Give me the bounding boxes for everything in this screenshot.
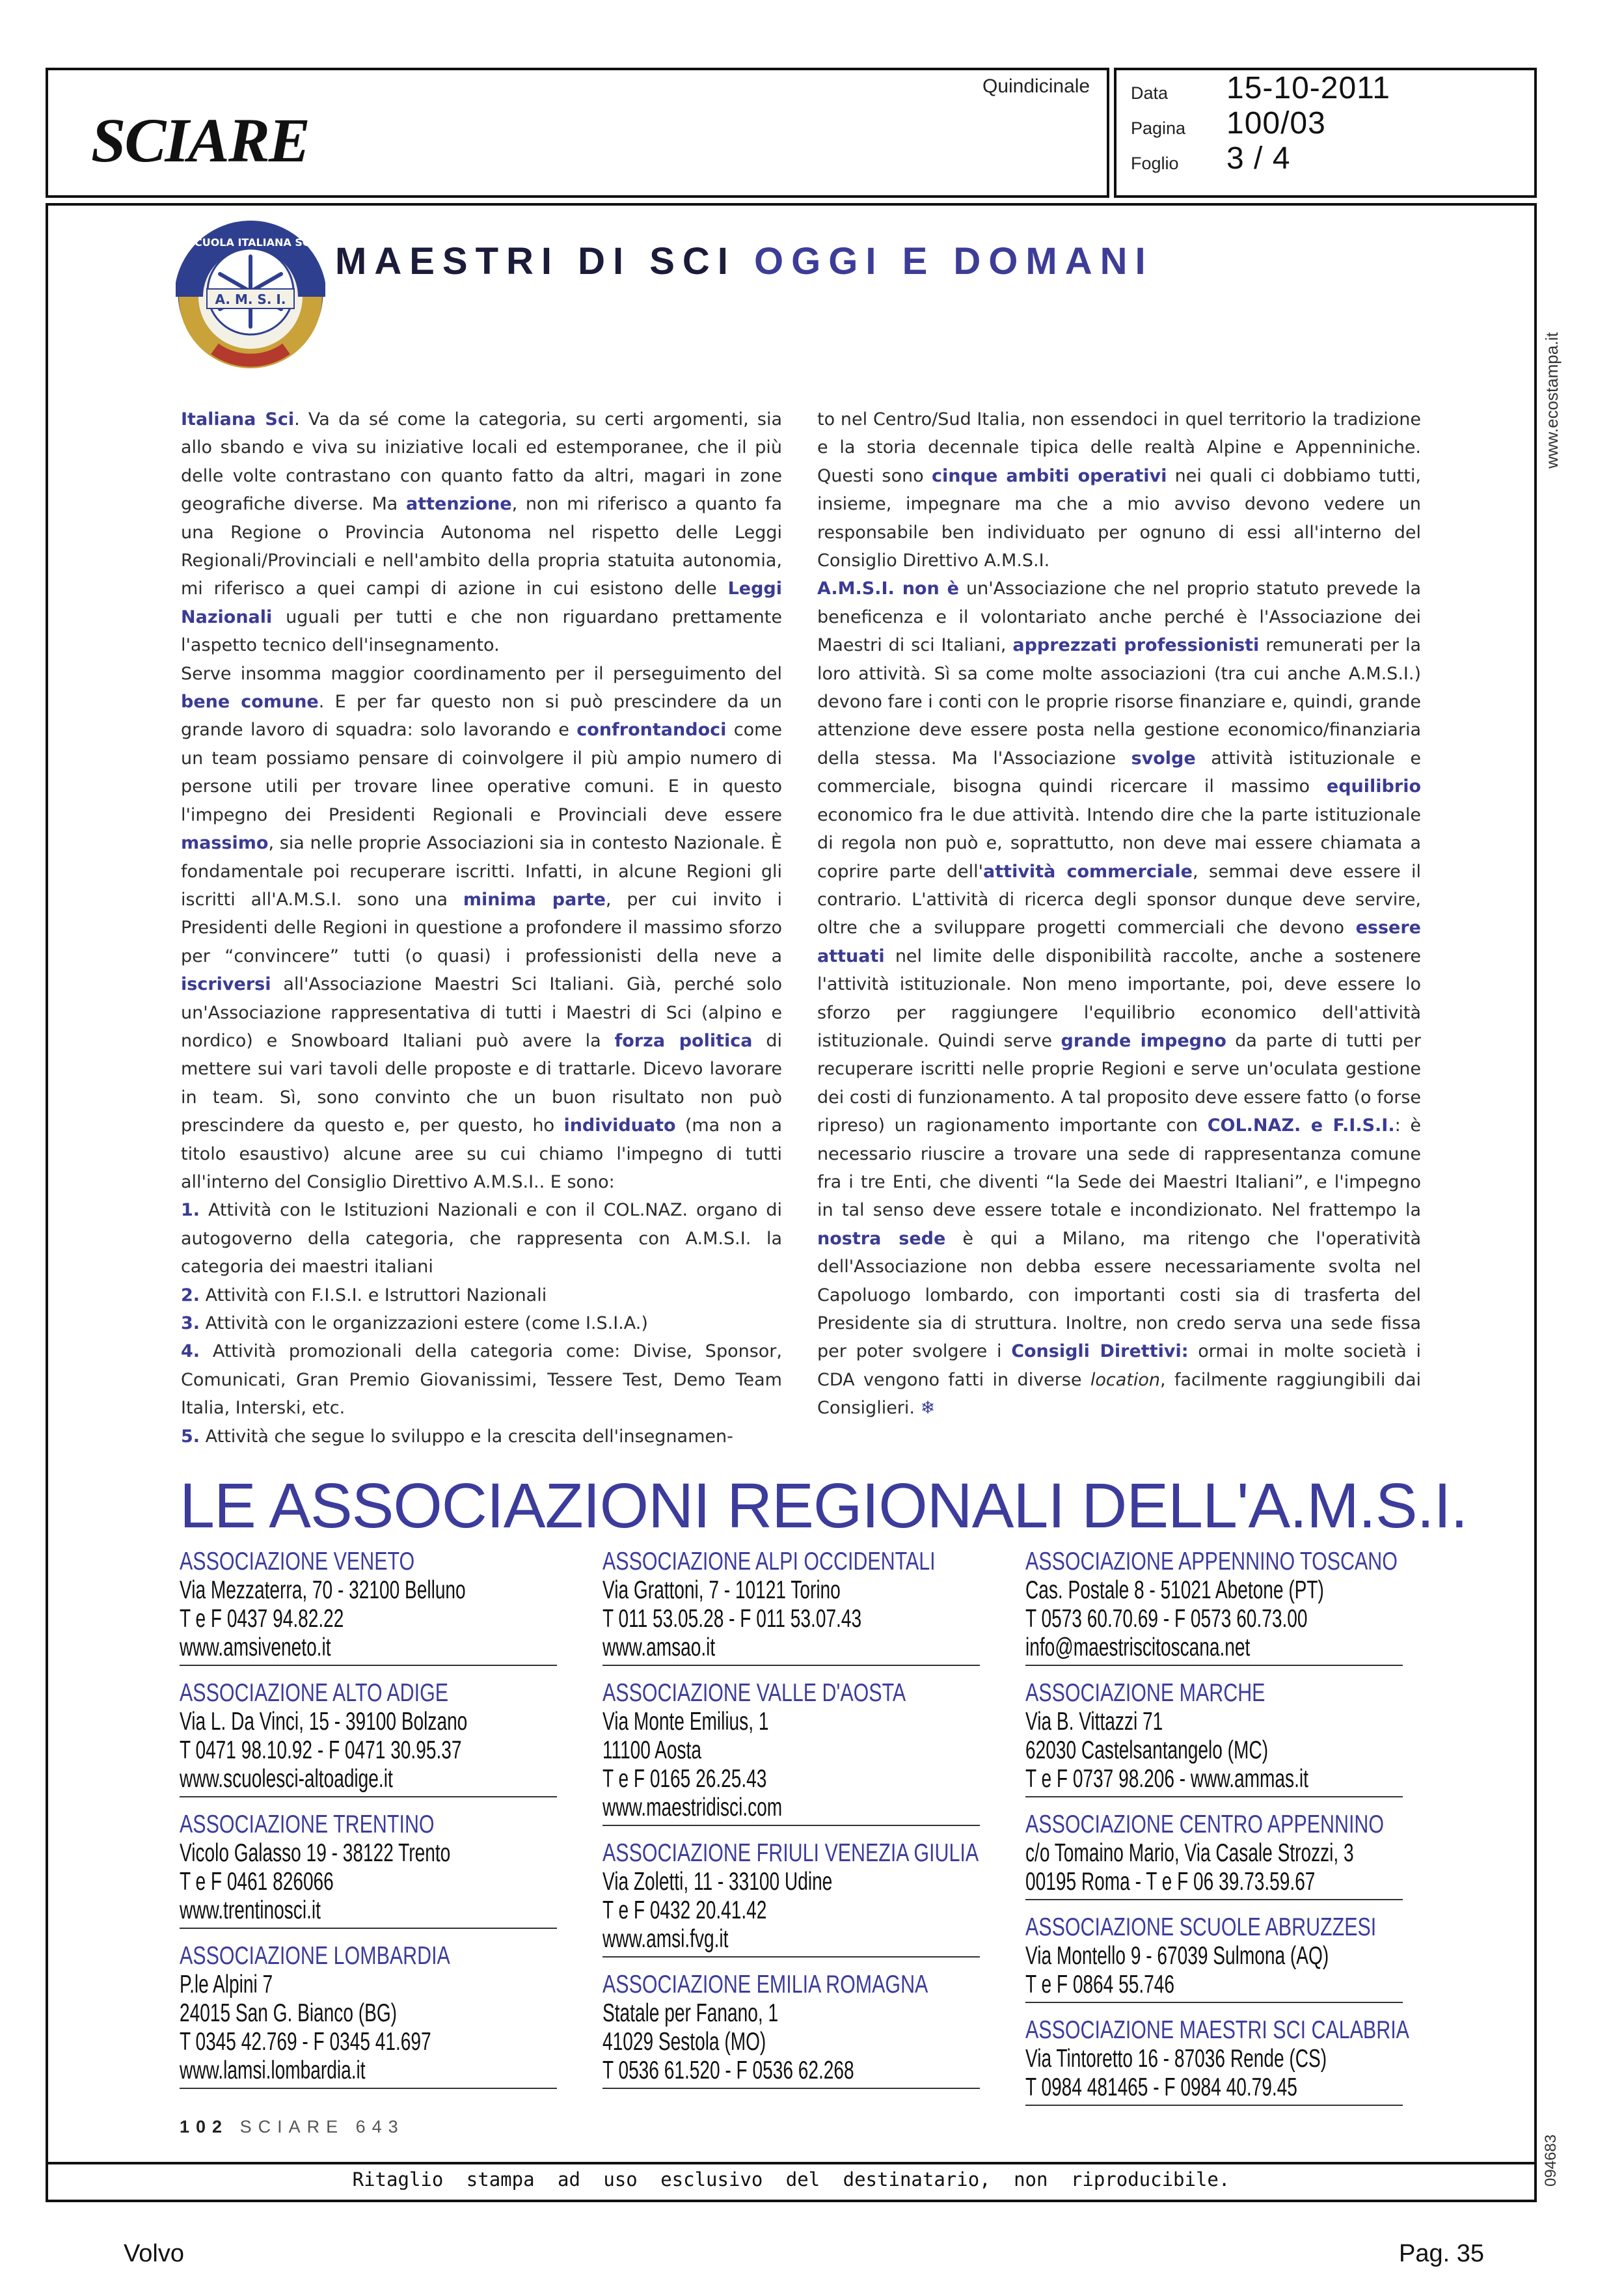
association-entry bbox=[180, 1679, 570, 1797]
association-entry bbox=[1025, 1679, 1416, 1797]
emblem-top-text: SCUOLA ITALIANA SCI bbox=[187, 236, 314, 249]
association-detail: T e F 0165 26.25.43 bbox=[602, 1765, 767, 1793]
association-entry bbox=[1025, 1913, 1416, 2003]
page-label: Pagina bbox=[1131, 118, 1186, 138]
association-detail: www.maestridisci.com bbox=[602, 1794, 783, 1822]
association-name: ASSOCIAZIONE APPENNINO TOSCANO bbox=[1025, 1548, 1398, 1576]
association-name: ASSOCIAZIONE LOMBARDIA bbox=[180, 1942, 450, 1970]
association-entry bbox=[602, 1971, 993, 2089]
association-entry bbox=[180, 1810, 570, 1929]
section-title bbox=[335, 239, 1154, 283]
association-detail: T 0345 42.769 - F 0345 41.697 bbox=[180, 2028, 431, 2056]
association-entry bbox=[602, 1679, 993, 1826]
association-detail: 41029 Sestola (MO) bbox=[602, 2028, 766, 2056]
association-detail: www.amsao.it bbox=[602, 1633, 716, 1661]
association-detail: Via Montello 9 - 67039 Sulmona (AQ) bbox=[1025, 1942, 1329, 1970]
association-detail: www.lamsi.lombardia.it bbox=[180, 2056, 366, 2084]
magazine-logo: SCIARE bbox=[91, 105, 309, 175]
entry-divider bbox=[602, 2088, 980, 2089]
association-detail: Via B. Vittazzi 71 bbox=[1025, 1708, 1163, 1736]
amsi-emblem-icon bbox=[176, 219, 325, 368]
associations-column-3 bbox=[1025, 1548, 1416, 2119]
association-detail: Via Tintoretto 16 - 87036 Rende (CS) bbox=[1025, 2045, 1327, 2073]
association-entry bbox=[180, 1548, 570, 1666]
page-value: 100/03 bbox=[1226, 106, 1326, 141]
magazine-issue: SCIARE 643 bbox=[239, 2117, 405, 2136]
entry-divider bbox=[602, 1956, 980, 1958]
association-detail: T 011 53.05.28 - F 011 53.07.43 bbox=[602, 1605, 862, 1633]
association-detail: Via Mezzaterra, 70 - 32100 Belluno bbox=[180, 1576, 466, 1604]
association-detail: 62030 Castelsantangelo (MC) bbox=[1025, 1736, 1269, 1764]
association-detail: Via Monte Emilius, 1 bbox=[602, 1708, 769, 1736]
section-title-blue: OGGI E DOMANI bbox=[754, 240, 1154, 282]
association-name: ASSOCIAZIONE MARCHE bbox=[1025, 1679, 1265, 1707]
association-detail: 24015 San G. Bianco (BG) bbox=[180, 1999, 398, 2027]
association-entry bbox=[1025, 1548, 1416, 1666]
entry-divider bbox=[1025, 1665, 1403, 1666]
association-detail: Via L. Da Vinci, 15 - 39100 Bolzano bbox=[180, 1708, 468, 1736]
section-title-dark: MAESTRI DI SCI bbox=[335, 240, 736, 282]
article-column-left: Italiana Sci. Va da sé come la categoria, su certi argomenti, sia allo sbando e viva su iniziative locali ed estemporanee, che il più delle volte contrastano con quanto fatto da altri, magari in zone geografiche diverse. Ma attenzione, non mi riferisco a quanto fa una Regione o Provincia Autonoma nel rispetto delle Leggi Regionali/Provinciali e nell'ambito della propria statuita autonomia, mi riferisco a quei campi di azione in cui esistono delle Leggi Nazionali uguali per tutti e che non riguardano prettamente l'aspetto tecnico dell'insegnamento. Serve insomma maggior coordinamento per il perseguimento del bene comune. E per far questo non si può prescindere da un grande lavoro di squadra: solo lavorando e confrontandoci come un team possiamo pensare di coinvolgere il più ampio numero di persone utili per trovare linee operative comuni. E in questo l'impegno dei Presidenti Regionali e Provinciali deve essere massimo, sia nelle proprie Associazioni sia in contesto Nazionale. È fondamentale poi recuperare iscritti. Infatti, in alcune Regioni gli iscritti all'A.M.S.I. sono una minima parte, per cui invito i Presidenti delle Regioni in questione a profondere il massimo sforzo per “convincere” tutti (o quasi) i professionisti della neve a iscriversi all'Associazione Maestri Sci Italiani. Già, perché solo un'Associazione rappresentativa di tutti i Maestri di Sci (alpino e nordico) e Snowboard Italiani può avere la forza politica di mettere sui vari tavoli delle proposte e di trattarle. Dicevo lavorare in team. Sì, sono convinto che un buon risultato non può prescindere da questo e, per questo, ho individuato (ma non a titolo esaustivo) alcune aree su cui chiamo l'impegno di tutti all'interno del Consiglio Direttivo A.M.S.I.. E sono: 1. Attività con le Istituzioni Nazionali e con il COL.NAZ. organo di autogoverno della categoria, che rappresenta con A.M.S.I. la categoria dei maestri italiani 2. Attività con F.I.S.I. e Istruttori Nazionali 3. Attività con le organizzazioni estere (come I.S.I.A.) 4. Attività promozionali della categoria come: Divise, Sponsor, Comunicati, Gran Premio Giovanissimi, Tessere Test, Demo Team Italia, Interski, etc. 5. Attività che segue lo sviluppo e la crescita dell'insegnamen- bbox=[181, 409, 783, 1447]
association-detail: info@maestriscitoscana.net bbox=[1025, 1633, 1251, 1661]
entry-divider bbox=[180, 1665, 557, 1666]
article-column-right: to nel Centro/Sud Italia, non essendoci in quel territorio la tradizione e la storia decennale tipica delle realtà Alpine e Appenniniche. Questi sono cinque ambiti operativi nei quali ci dobbiamo tutti, insieme, impegnare ma che a mio avviso devono vedere un responsabile ben individuato per ognuno di essi all'interno del Consiglio Direttivo A.M.S.I. A.M.S.I. non è un'Associazione che nel proprio statuto prevede la beneficenza e il volontariato anche perché è l'Associazione dei Maestri di sci Italiani, apprezzati professionisti remunerati per la loro attività. Sì sa come molte associazioni (tra cui anche A.M.S.I.) devono fare i conti con le proprie risorse finanziare e, quindi, grande attenzione deve essere posta nella gestione economico/finanziaria della stessa. Ma l'Associazione svolge attività istituzionale e commerciale, bisogna quindi ricercare il massimo equilibrio economico fra le due attività. Intendo dire che la parte istituzionale di regola non può e, soprattutto, non deve mai essere chiamata a coprire parte dell'attività commerciale, semmai deve essere il contrario. L'attività di ricerca degli sponsor dunque deve servire, oltre che a sviluppare progetti commerciali che devono essere attuati nel limite delle disponibilità raccolte, anche a sostenere l'attività istituzionale. Non meno importante, poi, deve essere lo sforzo per raggiungere l'equilibrio economico dell'attività istituzionale. Quindi serve grande impegno da parte di tutti per recuperare iscritti nelle proprie Regioni e serve un'oculata gestione dei costi di funzionamento. A tal proposito deve essere fatto (o forse ripreso) un ragionamento importante con COL.NAZ. e F.I.S.I.: è necessario riuscire a trovare una sede di rappresentanza comune fra i tre Enti, che diventi “la Sede dei Maestri Italiani”, e l'impegno in tal senso deve essere totale e incondizionato. Nel frattempo la nostra sede è qui a Milano, ma ritengo che l'operatività dell'Associazione non debba essere necessariamente svolta nel Capoluogo lombardo, con importanti costi sia di trasferta del Presidente sia di struttura. Inoltre, non credo serva una sede fissa per poter svolgere i Consigli Direttivi: ormai in molte società i CDA vengono fatti in diverse location, facilmente raggiungibili dai Consiglieri. ❄ bbox=[817, 409, 1422, 1419]
association-detail: T 0536 61.520 - F 0536 62.268 bbox=[602, 2056, 854, 2084]
clipping-notice: Ritaglio stampa ad uso esclusivo del destinatario, non riproducibile. bbox=[352, 2168, 1230, 2190]
association-name: ASSOCIAZIONE ALTO ADIGE bbox=[180, 1679, 449, 1707]
entry-divider bbox=[602, 1825, 980, 1826]
association-name: ASSOCIAZIONE FRIULI VENEZIA GIULIA bbox=[602, 1839, 979, 1867]
association-name: ASSOCIAZIONE SCUOLE ABRUZZESI bbox=[1025, 1913, 1377, 1941]
association-detail: www.trentinosci.it bbox=[180, 1896, 321, 1924]
entry-divider bbox=[1025, 1899, 1403, 1900]
association-name: ASSOCIAZIONE EMILIA ROMAGNA bbox=[602, 1971, 928, 1999]
association-detail: www.amsiveneto.it bbox=[180, 1633, 331, 1661]
association-detail: T e F 0461 826066 bbox=[180, 1868, 334, 1896]
associations-column-2 bbox=[602, 1548, 993, 2102]
entry-divider bbox=[602, 1665, 980, 1666]
emblem-mid-text: A. M. S. I. bbox=[215, 292, 286, 307]
page-number: 102 bbox=[180, 2117, 229, 2136]
association-detail: Vicolo Galasso 19 - 38122 Trento bbox=[180, 1839, 451, 1867]
association-detail: c/o Tomaino Mario, Via Casale Strozzi, 3 bbox=[1025, 1839, 1354, 1867]
association-name: ASSOCIAZIONE VENETO bbox=[180, 1548, 415, 1576]
associations-directory bbox=[180, 1548, 1429, 2101]
entry-divider bbox=[1025, 2002, 1403, 2003]
association-name: ASSOCIAZIONE ALPI OCCIDENTALI bbox=[602, 1548, 936, 1576]
sheet-value: 3 / 4 bbox=[1226, 141, 1291, 176]
association-detail: 00195 Roma - T e F 06 39.73.59.67 bbox=[1025, 1868, 1316, 1896]
periodicity: Quindicinale bbox=[982, 75, 1090, 97]
association-detail: Via Grattoni, 7 - 10121 Torino bbox=[602, 1576, 841, 1604]
association-entry bbox=[180, 1942, 570, 2089]
association-detail: T 0471 98.10.92 - F 0471 30.95.37 bbox=[180, 1736, 462, 1764]
association-detail: T e F 0864 55.746 bbox=[1025, 1971, 1174, 1999]
entry-divider bbox=[1025, 1796, 1403, 1797]
clipping-notice-bar bbox=[46, 2162, 1537, 2202]
side-source-url: www.ecostampa.it bbox=[1542, 332, 1562, 469]
association-detail: T e F 0432 20.41.42 bbox=[602, 1896, 767, 1924]
association-entry bbox=[1025, 2016, 1416, 2106]
date-value: 15-10-2011 bbox=[1226, 71, 1390, 105]
association-name: ASSOCIAZIONE VALLE D'AOSTA bbox=[602, 1679, 906, 1707]
entry-divider bbox=[180, 1796, 557, 1797]
association-entry bbox=[602, 1839, 993, 1958]
association-detail: Cas. Postale 8 - 51021 Abetone (PT) bbox=[1025, 1576, 1324, 1604]
entry-divider bbox=[180, 1928, 557, 1929]
association-name: ASSOCIAZIONE MAESTRI SCI CALABRIA bbox=[1025, 2016, 1409, 2044]
associations-title: LE ASSOCIAZIONI REGIONALI DELL'A.M.S.I. bbox=[180, 1470, 1468, 1541]
association-detail: T 0573 60.70.69 - F 0573 60.73.00 bbox=[1025, 1605, 1308, 1633]
doc-footer-left: Volvo bbox=[124, 2240, 184, 2267]
entry-divider bbox=[180, 2088, 557, 2089]
association-detail: Statale per Fanano, 1 bbox=[602, 1999, 779, 2027]
association-detail: Via Zoletti, 11 - 33100 Udine bbox=[602, 1868, 833, 1896]
doc-footer-right: Pag. 35 bbox=[1399, 2240, 1484, 2267]
association-detail: 11100 Aosta bbox=[602, 1736, 701, 1764]
sheet-label: Foglio bbox=[1131, 154, 1179, 173]
association-detail: www.scuolesci-altoadige.it bbox=[180, 1765, 393, 1793]
association-detail: T 0984 481465 - F 0984 40.79.45 bbox=[1025, 2073, 1297, 2101]
association-entry bbox=[1025, 1810, 1416, 1900]
associations-column-1 bbox=[180, 1548, 570, 2102]
date-label: Data bbox=[1131, 83, 1169, 103]
association-name: ASSOCIAZIONE CENTRO APPENNINO bbox=[1025, 1810, 1385, 1838]
association-detail: P.le Alpini 7 bbox=[180, 1971, 273, 1999]
association-detail: T e F 0737 98.206 - www.ammas.it bbox=[1025, 1765, 1308, 1793]
entry-divider bbox=[1025, 2105, 1403, 2106]
association-name: ASSOCIAZIONE TRENTINO bbox=[180, 1810, 435, 1838]
side-code: 094683 bbox=[1542, 2134, 1560, 2187]
page-footer bbox=[180, 2117, 405, 2137]
association-detail: T e F 0437 94.82.22 bbox=[180, 1605, 344, 1633]
association-entry bbox=[602, 1548, 993, 1666]
association-detail: www.amsi.fvg.it bbox=[602, 1925, 729, 1953]
